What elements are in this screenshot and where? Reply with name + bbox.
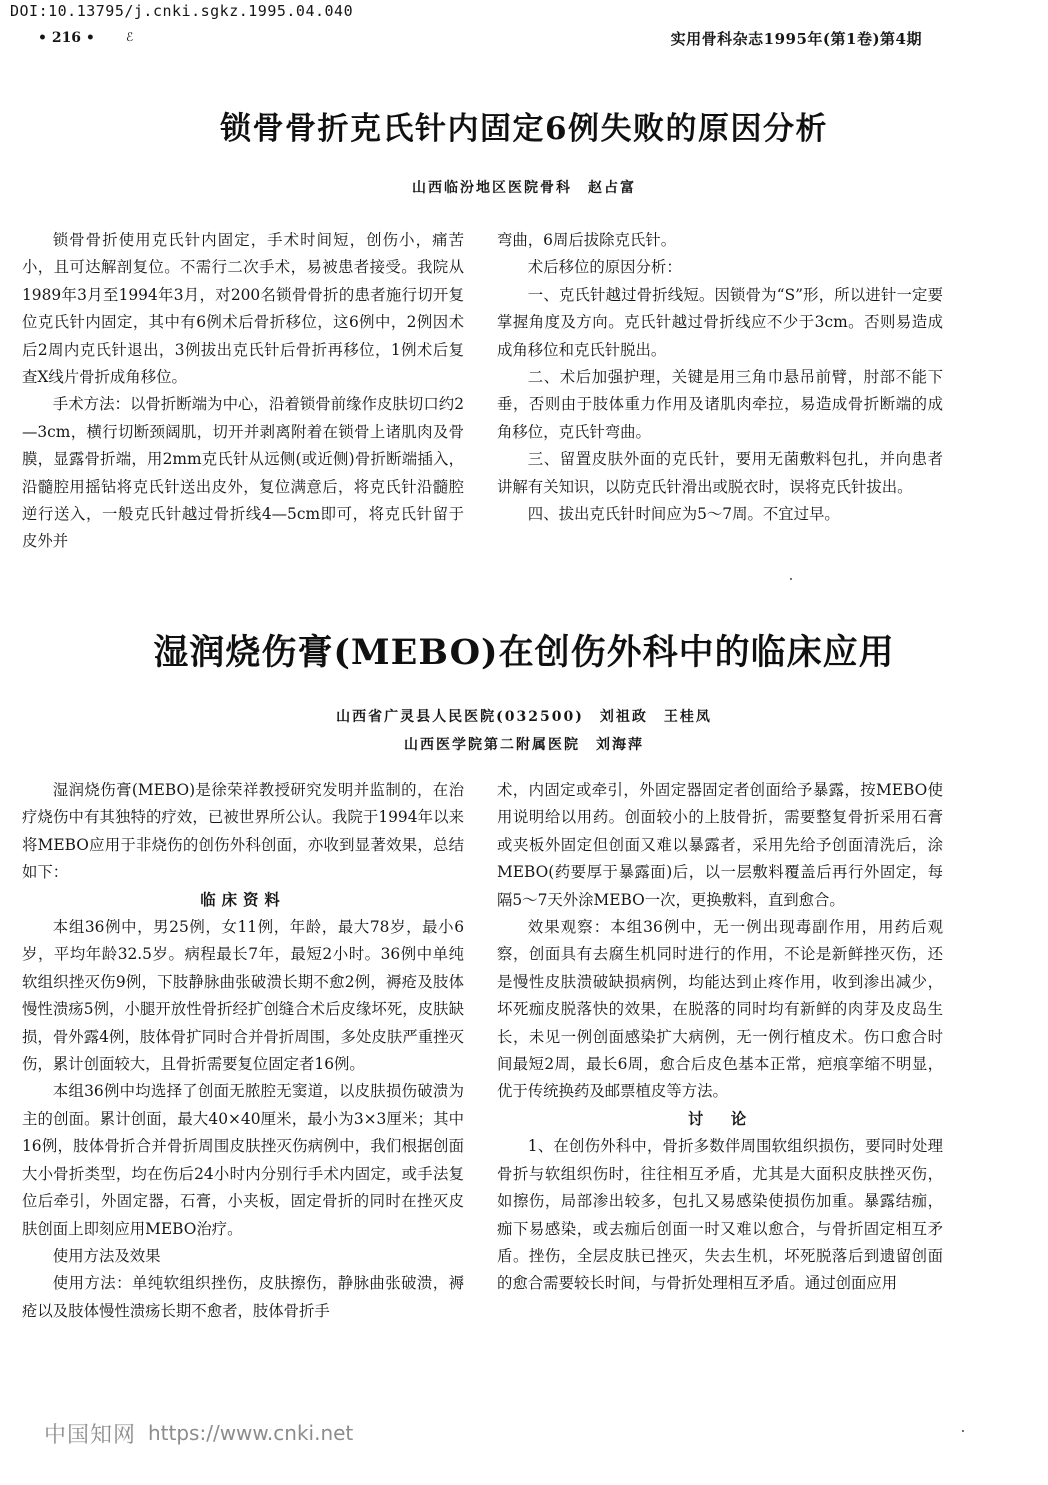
paragraph: 三、留置皮肤外面的克氏针，要用无菌敷料包扎，并向患者讲解有关知识，以防克氏针滑出或脱衣时，误将克氏针拔出。 xyxy=(497,450,943,496)
paragraph: 二、术后加强护理，关键是用三角巾悬吊前臂，肘部不能下垂，否则由于肢体重力作用及诸肌肉牵拉，易造成骨折断端的成角移位，克氏针弯曲。 xyxy=(497,368,943,441)
article1-title: 锁骨骨折克氏针内固定6例失败的原因分析 xyxy=(219,111,829,147)
article2-left-column xyxy=(22,777,464,1325)
paragraph: 术，内固定或牵引，外固定器固定者创面给予暴露，按MEBO使用说明给以用药。创面较小的上肢骨折，需要整复骨折采用石膏或夹板外固定但创面又难以暴露者，采用先给予创面清洗后，涂MEBO(药要厚于暴露面)后，以一层敷料覆盖后再行外固定，每隔5～7天外涂MEBO一次，更换敷料，直到愈合。 xyxy=(497,781,943,909)
article1-right-column xyxy=(497,227,943,528)
paragraph: 手术方法：以骨折断端为中心，沿着锁骨前缘作皮肤切口约2—3cm，横行切断颈阔肌，切开并剥离附着在锁骨上诸肌肉及骨膜，显露骨折端，用2mm克氏针从远侧(或近侧)骨折断端插入，沿髓腔用摇钻将克氏针送出皮外，复位满意后，将克氏针沿髓腔逆行送入，一般克氏针越过骨折线4—5cm即可，将克氏针留于皮外并 xyxy=(22,395,464,551)
journal-name: 实用骨科杂志1995年(第1卷)第4期 xyxy=(670,30,922,48)
paragraph: 使用方法：单纯软组织挫伤，皮肤擦伤，静脉曲张破溃，褥疮以及肢体慢性溃疡长期不愈者，肢体骨折手 xyxy=(22,1274,464,1320)
doi-line: DOI:10.13795/j.cnki.sgkz.1995.04.040 xyxy=(10,2,354,20)
article2-title: 湿润烧伤膏(MEBO)在创伤外科中的临床应用 xyxy=(153,632,895,673)
section-heading: 讨 论 xyxy=(687,1109,753,1128)
paragraph: 湿润烧伤膏(MEBO)是徐荣祥教授研究发明并监制的，在治疗烧伤中有其独特的疗效，已被世界所公认。我院于1994年以来将MEBO应用于非烧伤的创伤外科创面，亦收到显著效果，总结如下： xyxy=(22,781,464,882)
paragraph: 效果观察：本组36例中，无一例出现毒副作用，用药后观察，创面具有去腐生机同时进行的作用，不论是新鲜挫灭伤，还是慢性皮肤溃破缺损病例，均能达到止疼作用，收到渗出减少，坏死痂皮脱落快的效果，在脱落的同时均有新鲜的肉芽及皮岛生长，未见一例创面感染扩大病例，无一例行植皮术。伤口愈合时间最短2周，最长6周，愈合后皮色基本正常，疤痕挛缩不明显，优于传统换药及邮票植皮等方法。 xyxy=(497,918,943,1101)
paragraph: 使用方法及效果 xyxy=(52,1246,161,1265)
section-heading: 临床资料 xyxy=(200,890,286,909)
paragraph: 锁骨骨折使用克氏针内固定，手术时间短，创伤小，痛苦小，且可达解剖复位。不需行二次手术，易被患者接受。我院从1989年3月至1994年3月，对200名锁骨骨折的患者施行切开复位克氏针内固定，其中有6例术后骨折移位，这6例中，2例因术后2周内克氏针退出，3例拔出克氏针后骨折再移位，1例术后复查X线片骨折成角移位。 xyxy=(22,231,464,387)
scan-speck xyxy=(790,578,792,580)
paragraph: 四、拔出克氏针时间应为5～7周。不宜过早。 xyxy=(527,505,840,524)
paragraph: 本组36例中均选择了创面无脓腔无窦道，以皮肤损伤破溃为主的创面。累计创面，最大40×40厘米，最小为3×3厘米；其中16例，肢体骨折合并骨折周围皮肤挫灭伤病例中，我们根据创面大小骨折类型，均在伤后24小时内分别行手术内固定，或手法复位后牵引，外固定器，石膏，小夹板，固定骨折的同时在挫灭皮肤创面上即刻应用MEBO治疗。 xyxy=(22,1082,464,1238)
paragraph: 本组36例中，男25例，女11例，年龄，最大78岁，最小6岁，平均年龄32.5岁。病程最长7年，最短2小时。36例中单纯软组织挫灭伤9例，下肢静脉曲张破溃长期不愈2例，褥疮及肢体慢性溃疡5例，小腿开放性骨折经扩创缝合术后皮缘坏死，皮肤缺损，骨外露4例，肢体骨扩同时合并骨折周围，多处皮肤严重挫灭伤，累计创面较大，且骨折需要复位固定者16例。 xyxy=(22,918,464,1074)
cnki-logo: 中国知网 xyxy=(44,1423,137,1448)
paragraph: 弯曲，6周后拔除克氏针。 xyxy=(497,231,677,249)
page-number: • 216 • xyxy=(38,30,95,46)
cnki-url: https://www.cnki.net xyxy=(148,1421,354,1445)
article1-author: 山西临汾地区医院骨科 赵占富 xyxy=(412,180,636,196)
scan-speck xyxy=(962,1430,964,1432)
margin-mark: ℰ xyxy=(126,30,134,44)
article2-author-line-1: 山西省广灵县人民医院(032500) 刘祖政 王桂凤 xyxy=(336,709,712,725)
paragraph: 一、克氏针越过骨折线短。因锁骨为“S”形，所以进针一定要掌握角度及方向。克氏针越过骨折线应不少于3cm。否则易造成成角移位和克氏针脱出。 xyxy=(497,285,943,359)
article2-right-column xyxy=(497,777,943,1298)
paragraph: 1、在创伤外科中，骨折多数伴周围软组织损伤，要同时处理骨折与软组织伤时，往往相互矛盾，尤其是大面积皮肤挫灭伤，如擦伤，局部渗出较多，包扎又易感染使损伤加重。暴露结痂，痂下易感染，或去痂后创面一时又难以愈合，与骨折固定相互矛盾。挫伤，全层皮肤已挫灭，失去生机，坏死脱落后到遗留创面的愈合需要较长时间，与骨折处理相互矛盾。通过创面应用 xyxy=(497,1137,943,1293)
paragraph: 术后移位的原因分析： xyxy=(527,258,682,277)
article2-author-line-2: 山西医学院第二附属医院 刘海萍 xyxy=(404,737,644,753)
article1-left-column xyxy=(22,227,464,556)
